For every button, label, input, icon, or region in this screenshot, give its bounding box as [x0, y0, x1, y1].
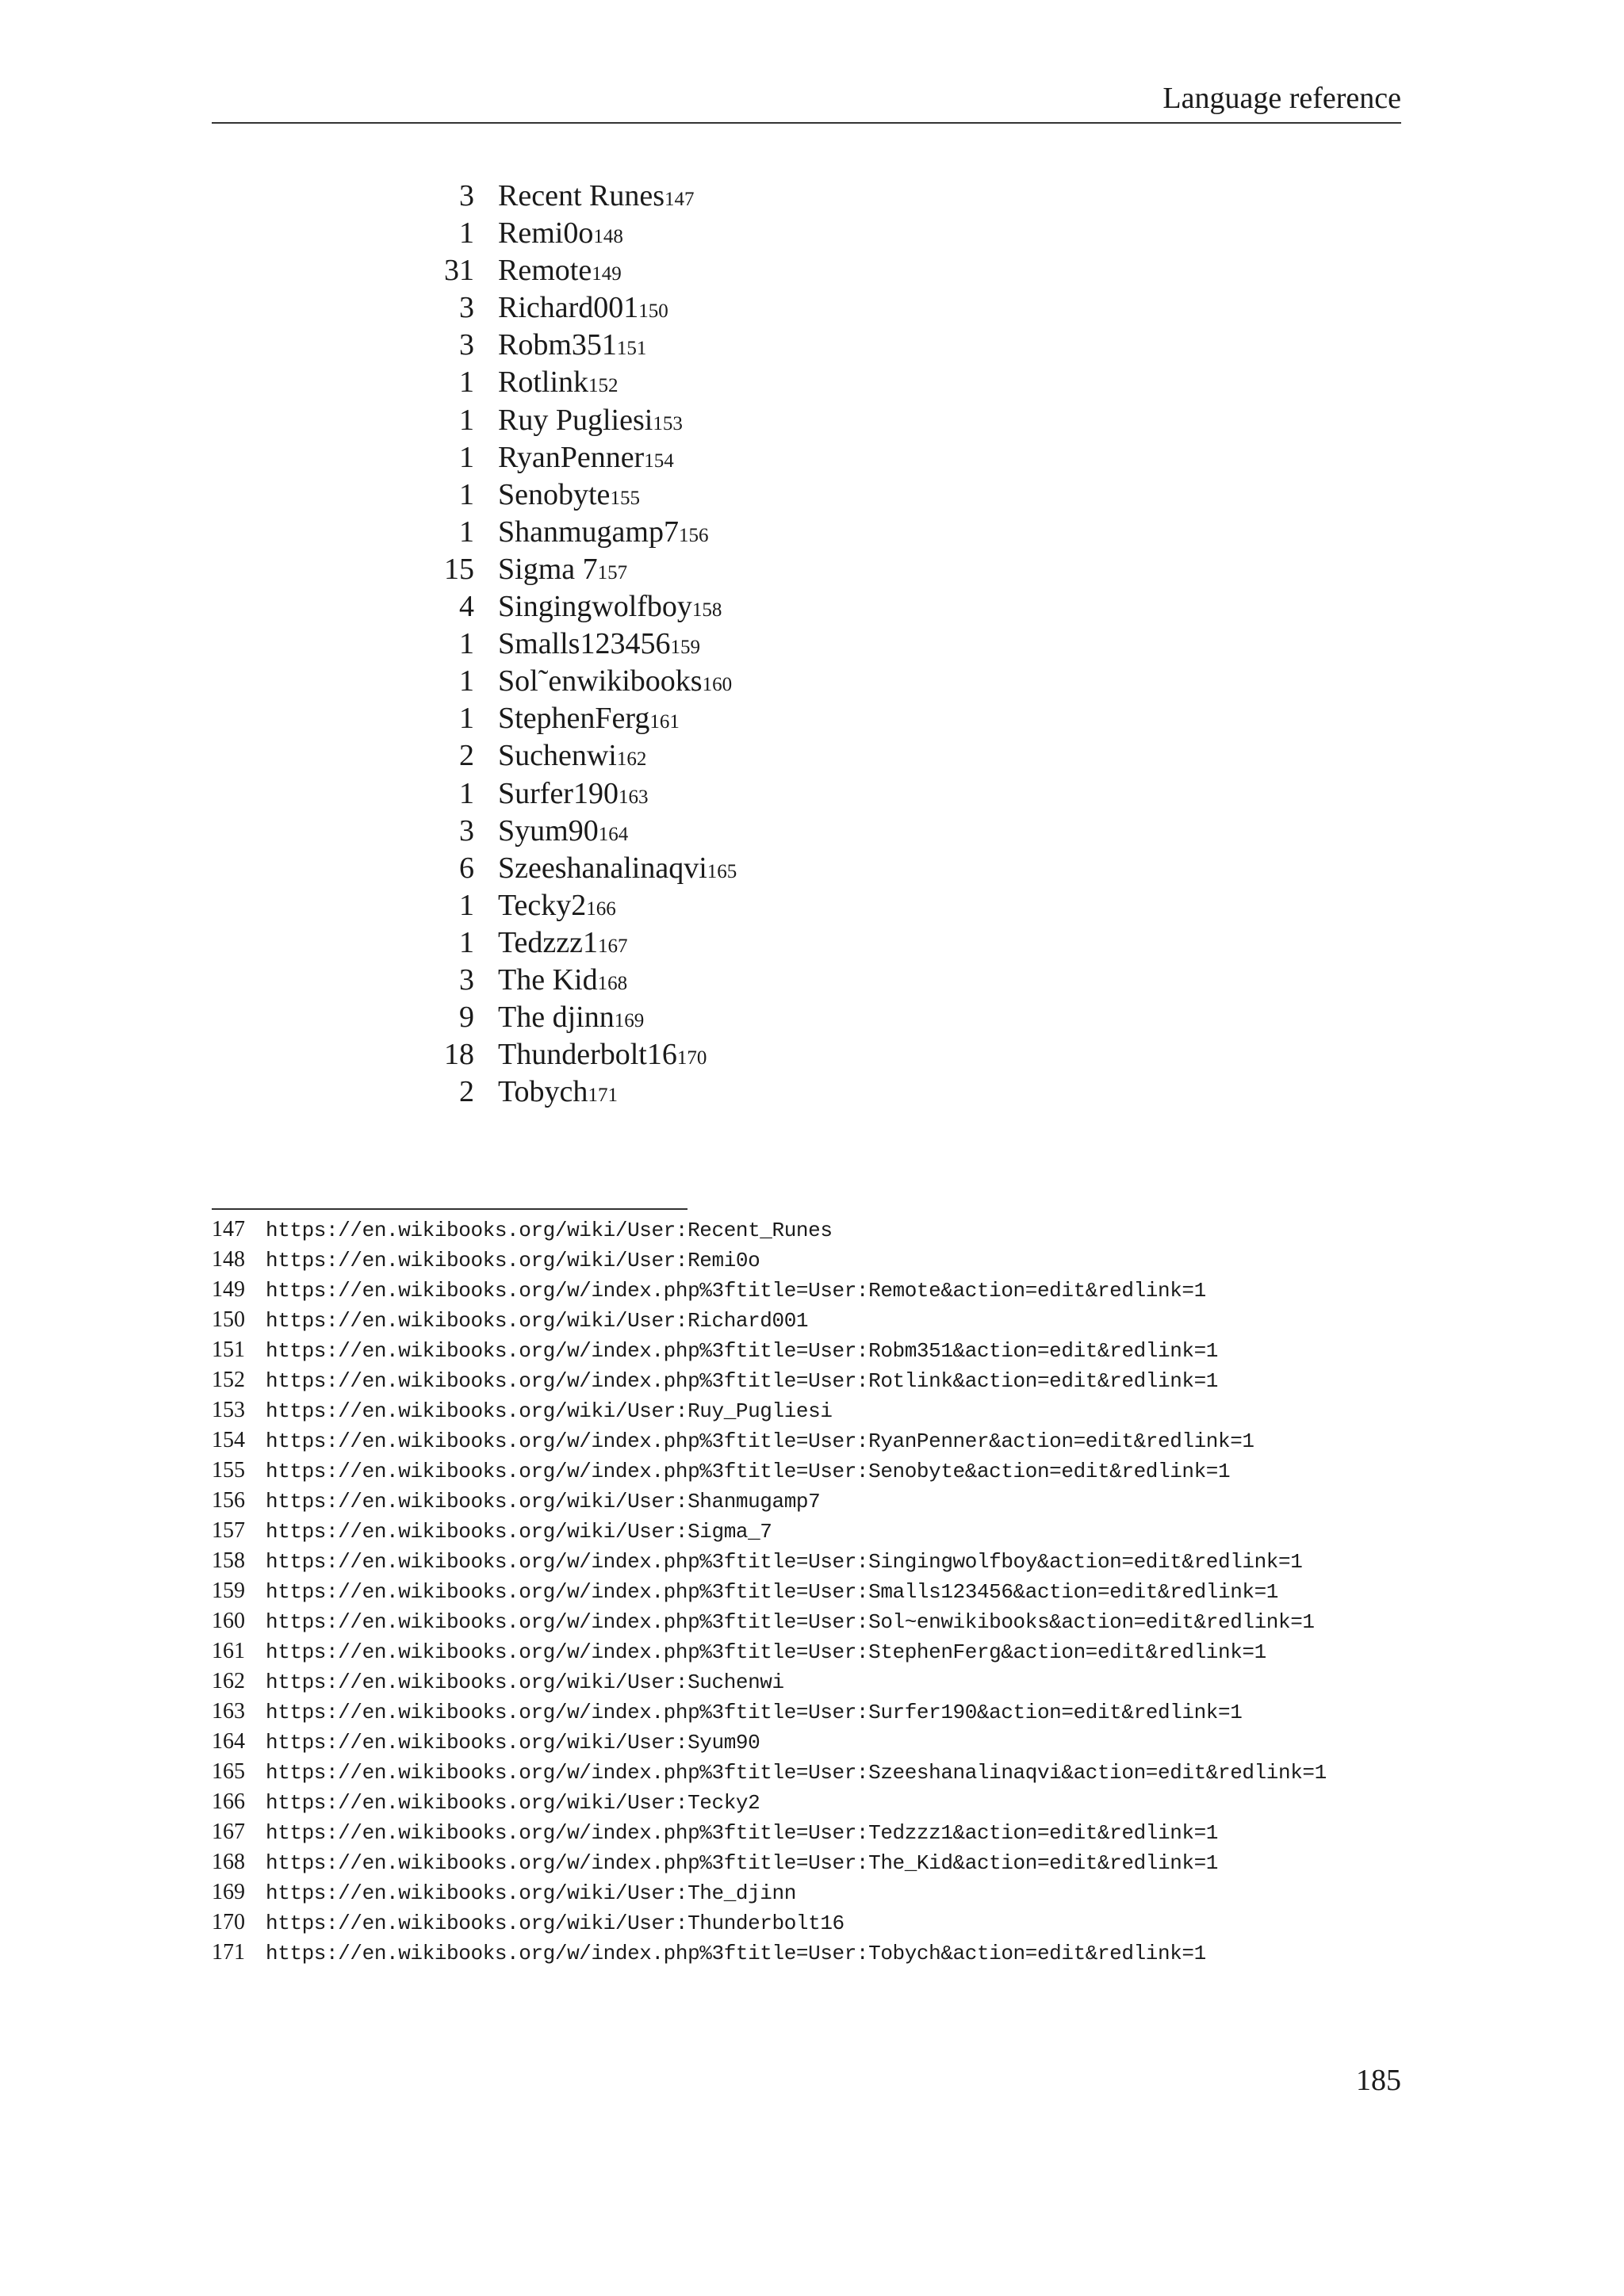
footnote-url[interactable]: https://en.wikibooks.org/w/index.php%3ftitle=User:Tobych&action=edit&redlink=1	[266, 1942, 1206, 1965]
footnote-url[interactable]: https://en.wikibooks.org/wiki/User:Richard001	[266, 1309, 809, 1333]
footnote	[212, 1546, 1327, 1576]
contributor-row: 3 Syum90 164	[404, 813, 737, 850]
footnote-number: 162	[212, 1669, 245, 1693]
footnote	[212, 1245, 1327, 1275]
footnote	[212, 1817, 1327, 1847]
footnote-number: 167	[212, 1820, 245, 1844]
contributor-row: 1 Tecky2 166	[404, 887, 737, 924]
footnote	[212, 1787, 1327, 1817]
contribution-count: 6	[459, 851, 474, 885]
contributor-row: 1 StephenFerg 161	[404, 700, 737, 737]
contribution-count: 15	[444, 552, 474, 586]
footnote-number: 163	[212, 1699, 245, 1724]
footnote	[212, 1938, 1327, 1968]
contributor-name: Tedzzz1	[498, 925, 599, 959]
footnote	[212, 1215, 1327, 1245]
footnote	[212, 1757, 1327, 1787]
contributor-name: Richard001	[498, 291, 639, 325]
footnote-list	[212, 1215, 1327, 1968]
contributor-name: Tobych	[498, 1075, 588, 1109]
contributor-name: Robm351	[498, 328, 617, 362]
footnote-url[interactable]: https://en.wikibooks.org/w/index.php%3ftitle=User:Sol~enwikibooks&action=edit&redlink=1	[266, 1610, 1315, 1634]
running-header	[212, 79, 1401, 124]
footnote-number: 149	[212, 1277, 245, 1302]
contributor-name: The djinn	[498, 1001, 615, 1035]
contributor-row: 3 The Kid 168	[404, 962, 737, 999]
footnote-number: 170	[212, 1910, 245, 1934]
contributor-name: Surfer190	[498, 776, 619, 810]
contributor-name: Sigma 7	[498, 552, 598, 586]
contributor-name: Suchenwi	[498, 739, 617, 773]
contributor-name: Remote	[498, 254, 592, 288]
contributor-row: 3 Recent Runes 147	[404, 178, 737, 215]
contribution-count: 18	[444, 1038, 474, 1072]
footnote-number: 155	[212, 1458, 245, 1483]
footnote-url[interactable]: https://en.wikibooks.org/wiki/User:Tecky2	[266, 1791, 760, 1815]
footnote-number: 150	[212, 1307, 245, 1332]
contributor-name: RyanPenner	[498, 440, 645, 474]
footnote	[212, 1456, 1327, 1486]
footnote-url[interactable]: https://en.wikibooks.org/wiki/User:Thunderbolt16	[266, 1911, 845, 1935]
contributor-name: Smalls123456	[498, 627, 671, 661]
contributor-name: Singingwolfboy	[498, 590, 692, 624]
footnote-number: 159	[212, 1578, 245, 1603]
contribution-count: 1	[459, 477, 474, 511]
footnote-number: 147	[212, 1217, 245, 1242]
footnote	[212, 1365, 1327, 1395]
contributor-row: 1 Smalls123456 159	[404, 626, 737, 663]
footnote-number: 152	[212, 1368, 245, 1392]
contributor-row: 1 Ruy Pugliesi 153	[404, 402, 737, 439]
footnote-url[interactable]: https://en.wikibooks.org/w/index.php%3ftitle=User:The_Kid&action=edit&redlink=1	[266, 1851, 1219, 1875]
footnote-divider	[212, 1208, 688, 1210]
footnote-url[interactable]: https://en.wikibooks.org/w/index.php%3ftitle=User:Rotlink&action=edit&redlink=1	[266, 1369, 1219, 1393]
footnote-number: 160	[212, 1609, 245, 1633]
contributor-row: 6 Szeeshanalinaqvi 165	[404, 850, 737, 887]
footnote-url[interactable]: https://en.wikibooks.org/wiki/User:Shanmugamp7	[266, 1490, 821, 1513]
footnote	[212, 1516, 1327, 1546]
contribution-count: 1	[459, 403, 474, 437]
contributor-row: 2 Suchenwi 162	[404, 737, 737, 775]
page-number: 185	[1356, 2064, 1401, 2097]
contributor-row: 1 Surfer190 163	[404, 775, 737, 813]
contributor-row: 1 Remi0o 148	[404, 215, 737, 252]
footnote-number: 156	[212, 1488, 245, 1513]
footnote-url[interactable]: https://en.wikibooks.org/w/index.php%3ftitle=User:Smalls123456&action=edit&redlink=1	[266, 1580, 1279, 1604]
footnote	[212, 1486, 1327, 1516]
footnote-url[interactable]: https://en.wikibooks.org/w/index.php%3ftitle=User:Szeeshanalinaqvi&action=edit&redlink=1	[266, 1761, 1327, 1785]
contribution-count: 9	[459, 1001, 474, 1035]
contribution-count: 1	[459, 216, 474, 251]
contribution-count: 1	[459, 515, 474, 549]
footnote-number: 157	[212, 1518, 245, 1543]
contribution-count: 1	[459, 440, 474, 474]
footnote-url[interactable]: https://en.wikibooks.org/wiki/User:The_djinn	[266, 1881, 796, 1905]
contributor-name: Shanmugamp7	[498, 515, 679, 549]
footnote	[212, 1908, 1327, 1938]
footnote-number: 171	[212, 1940, 245, 1965]
contribution-count: 1	[459, 925, 474, 959]
footnote-url[interactable]: https://en.wikibooks.org/wiki/User:Recent_Runes	[266, 1219, 833, 1242]
contributor-row: 1 Rotlink 152	[404, 364, 737, 401]
contributor-name: Szeeshanalinaqvi	[498, 851, 707, 885]
contribution-count: 1	[459, 776, 474, 810]
contribution-count: 1	[459, 365, 474, 400]
contributor-row: 9 The djinn 169	[404, 999, 737, 1036]
footnote-url[interactable]: https://en.wikibooks.org/w/index.php%3ftitle=User:RyanPenner&action=edit&redlink=1	[266, 1429, 1254, 1453]
footnote	[212, 1727, 1327, 1757]
footnote-number: 148	[212, 1247, 245, 1272]
contribution-count: 3	[459, 291, 474, 325]
footnote-number: 169	[212, 1880, 245, 1904]
contribution-count: 1	[459, 627, 474, 661]
contributor-name: Thunderbolt16	[498, 1038, 677, 1072]
contribution-count: 4	[459, 590, 474, 624]
contributor-row: 1 Tedzzz1 167	[404, 924, 737, 962]
footnote-url[interactable]: https://en.wikibooks.org/wiki/User:Remi0o	[266, 1249, 760, 1272]
header-title: Language reference	[1162, 82, 1401, 115]
footnote-url[interactable]: https://en.wikibooks.org/w/index.php%3ftitle=User:Senobyte&action=edit&redlink=1	[266, 1460, 1231, 1483]
footnote-url[interactable]: https://en.wikibooks.org/w/index.php%3ftitle=User:Tedzzz1&action=edit&redlink=1	[266, 1821, 1219, 1845]
footnote-url[interactable]: https://en.wikibooks.org/w/index.php%3ftitle=User:StephenFerg&action=edit&redlink=1	[266, 1640, 1266, 1664]
footnote	[212, 1425, 1327, 1456]
contributor-row: 1 Shanmugamp7 156	[404, 514, 737, 551]
footnote-number: 164	[212, 1729, 245, 1754]
contribution-count: 3	[459, 179, 474, 212]
contributor-row: 15 Sigma 7 157	[404, 551, 737, 588]
contribution-count: 3	[459, 813, 474, 848]
contribution-count: 1	[459, 888, 474, 922]
footnote	[212, 1576, 1327, 1606]
footnote	[212, 1606, 1327, 1636]
contributor-name: Recent Runes	[498, 179, 665, 212]
contributor-row: 1 RyanPenner 154	[404, 439, 737, 476]
footnote	[212, 1697, 1327, 1727]
footnote-url[interactable]: https://en.wikibooks.org/wiki/User:Suchenwi	[266, 1670, 784, 1694]
footnote-number: 151	[212, 1337, 245, 1362]
contribution-count: 31	[444, 254, 474, 288]
contribution-count: 2	[459, 739, 474, 773]
contributor-row: 3 Richard001 150	[404, 289, 737, 327]
footnote-url[interactable]: https://en.wikibooks.org/w/index.php%3ftitle=User:Remote&action=edit&redlink=1	[266, 1279, 1206, 1303]
contributor-name: Remi0o	[498, 216, 594, 251]
footnote-url[interactable]: https://en.wikibooks.org/wiki/User:Syum90	[266, 1731, 760, 1755]
footnote-url[interactable]: https://en.wikibooks.org/wiki/User:Sigma_7	[266, 1520, 772, 1544]
footnote	[212, 1667, 1327, 1697]
footnote-url[interactable]: https://en.wikibooks.org/wiki/User:Ruy_Pugliesi	[266, 1399, 833, 1423]
footnote-url[interactable]: https://en.wikibooks.org/w/index.php%3ftitle=User:Singingwolfboy&action=edit&redlink=1	[266, 1550, 1303, 1574]
contributor-row: 4 Singingwolfboy 158	[404, 588, 737, 626]
footnote-number: 161	[212, 1639, 245, 1663]
contributor-row: 31 Remote 149	[404, 252, 737, 289]
contribution-count: 3	[459, 962, 474, 997]
contributor-row: 2 Tobych 171	[404, 1073, 737, 1111]
contributor-name: Ruy Pugliesi	[498, 403, 653, 437]
contribution-count: 1	[459, 702, 474, 736]
footnote-number: 154	[212, 1428, 245, 1452]
footnote-number: 166	[212, 1789, 245, 1814]
contributor-name: Senobyte	[498, 477, 611, 511]
contributor-name: Tecky2	[498, 888, 587, 922]
contributor-name: The Kid	[498, 962, 598, 997]
footnote-number: 158	[212, 1548, 245, 1573]
footnote	[212, 1395, 1327, 1425]
footnote-number: 168	[212, 1850, 245, 1874]
contributor-name: StephenFerg	[498, 702, 650, 736]
footnote-number: 153	[212, 1398, 245, 1422]
contributor-name: Rotlink	[498, 365, 589, 400]
contributor-name: Syum90	[498, 813, 599, 848]
footnote	[212, 1275, 1327, 1305]
footnote	[212, 1847, 1327, 1877]
contributor-row: 3 Robm351 151	[404, 327, 737, 364]
contribution-count: 1	[459, 664, 474, 698]
footnote	[212, 1335, 1327, 1365]
footnote	[212, 1877, 1327, 1908]
contribution-count: 2	[459, 1075, 474, 1109]
footnote	[212, 1636, 1327, 1667]
contributor-row: 18 Thunderbolt16 170	[404, 1036, 737, 1073]
contributor-name: Sol˜enwikibooks	[498, 664, 703, 698]
footnote-number: 165	[212, 1759, 245, 1784]
footnote-url[interactable]: https://en.wikibooks.org/w/index.php%3ftitle=User:Robm351&action=edit&redlink=1	[266, 1339, 1219, 1363]
footnote	[212, 1305, 1327, 1335]
footnote-url[interactable]: https://en.wikibooks.org/w/index.php%3ftitle=User:Surfer190&action=edit&redlink=1	[266, 1701, 1243, 1724]
contribution-count: 3	[459, 328, 474, 362]
contributor-list	[404, 178, 737, 1111]
contributor-row: 1 Sol˜enwikibooks 160	[404, 663, 737, 700]
contributor-row: 1 Senobyte 155	[404, 476, 737, 514]
